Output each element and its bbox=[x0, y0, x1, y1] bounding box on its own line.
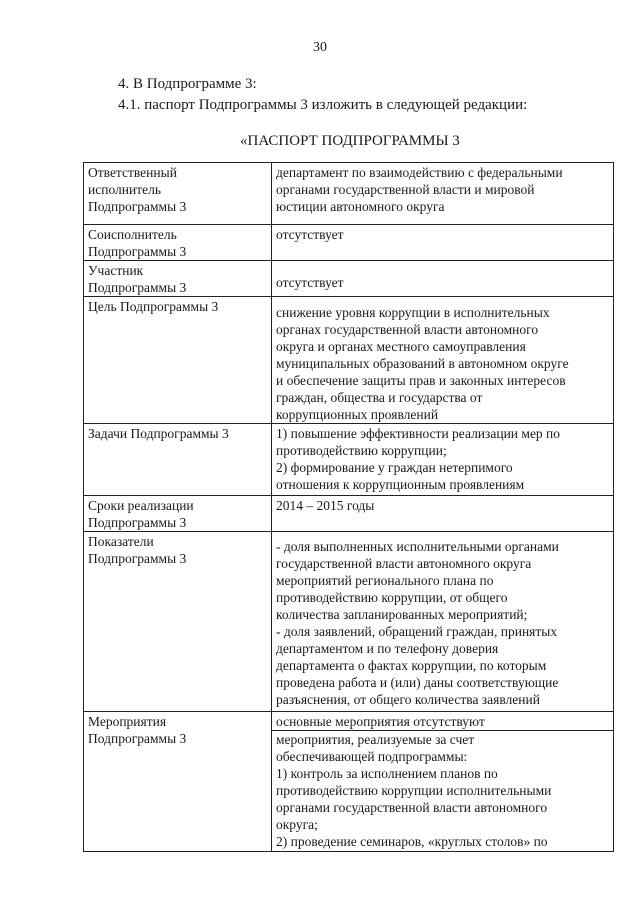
value-line: мероприятий регионального плана по bbox=[276, 573, 494, 588]
value-line: обеспечивающей подпрограммы: bbox=[276, 749, 468, 764]
value-line: 1) повышение эффективности реализации мер по bbox=[276, 426, 561, 441]
label-line: Сроки реализации bbox=[88, 498, 194, 513]
value-line: противодействию коррупции, от общего bbox=[276, 590, 508, 605]
row-value bbox=[272, 496, 614, 532]
value-line: органами государственной власти автономного bbox=[276, 800, 548, 815]
row-value bbox=[272, 712, 614, 852]
value-line: отсутствует bbox=[276, 275, 344, 290]
value-line: департамент по взаимодействию с федеральными bbox=[276, 165, 563, 180]
value-line: департамента о фактах коррупции, по которым bbox=[276, 658, 547, 673]
row-value bbox=[272, 261, 614, 297]
row-label bbox=[84, 261, 272, 297]
value-line: муниципальных образований в автономном округе bbox=[276, 356, 569, 371]
label-line: Задачи Подпрограммы 3 bbox=[88, 426, 229, 441]
row-label bbox=[84, 496, 272, 532]
value-line: 2) формирование у граждан нетерпимого bbox=[276, 460, 513, 475]
value-line: разъяснения, от общего количества заявлений bbox=[276, 692, 540, 707]
row-label bbox=[84, 424, 272, 496]
table-row-indicators bbox=[84, 532, 614, 712]
table-row-goal bbox=[84, 297, 614, 424]
table-row-co-executor bbox=[84, 225, 614, 261]
value-line: 2) проведение семинаров, «круглых столов» по bbox=[276, 834, 548, 849]
intro-item-4-1: 4.1. паспорт Подпрограммы 3 изложить в следующей редакции: bbox=[118, 97, 528, 113]
label-line: Подпрограммы 3 bbox=[88, 731, 187, 746]
intro-item-4: 4. В Подпрограмме 3: bbox=[118, 76, 257, 92]
value-line: коррупционных проявлений bbox=[276, 407, 439, 422]
table-row-timeline bbox=[84, 496, 614, 532]
label-line: Подпрограммы 3 bbox=[88, 280, 187, 295]
value-line: граждан, общества и государства от bbox=[276, 390, 483, 405]
row-value bbox=[272, 297, 614, 424]
passport-table bbox=[83, 162, 614, 852]
label-line: Мероприятия bbox=[88, 714, 167, 729]
label-line: Подпрограммы 3 bbox=[88, 515, 187, 530]
value-line: юстиции автономного округа bbox=[276, 199, 445, 214]
table-row-responsible-executor bbox=[84, 163, 614, 225]
value-line: противодействию коррупции исполнительными bbox=[276, 783, 552, 798]
row-value bbox=[272, 532, 614, 712]
value-line: государственной власти автономного округа bbox=[276, 556, 532, 571]
label-line: Подпрограммы 3 bbox=[88, 199, 187, 214]
value-line: мероприятия, реализуемые за счет bbox=[276, 732, 475, 747]
label-line: исполнитель bbox=[88, 182, 161, 197]
value-line: органах государственной власти автономного bbox=[276, 322, 539, 337]
value-line-main-activities: основные мероприятия отсутствуют bbox=[272, 713, 613, 731]
page-number: 30 bbox=[313, 40, 327, 55]
table-row-tasks bbox=[84, 424, 614, 496]
value-line: отсутствует bbox=[276, 227, 344, 242]
row-value bbox=[272, 225, 614, 261]
value-line: органами государственной власти и мировой bbox=[276, 182, 535, 197]
label-line: Цель Подпрограммы 3 bbox=[88, 299, 219, 314]
row-label bbox=[84, 163, 272, 225]
row-label bbox=[84, 712, 272, 852]
row-value bbox=[272, 163, 614, 225]
label-line: Подпрограммы 3 bbox=[88, 551, 187, 566]
row-label bbox=[84, 225, 272, 261]
value-line: снижение уровня коррупции в исполнительных bbox=[276, 305, 550, 320]
value-line: и обеспечение защиты прав и законных интересов bbox=[276, 373, 566, 388]
label-line: Ответственный bbox=[88, 165, 177, 180]
value-line: количества запланированных мероприятий; bbox=[276, 607, 528, 622]
value-line: округа; bbox=[276, 817, 318, 832]
value-line: округа и органах местного самоуправления bbox=[276, 339, 526, 354]
label-line: Участник bbox=[88, 263, 144, 278]
table-row-activities bbox=[84, 712, 614, 852]
value-line: департаментом и по телефону доверия bbox=[276, 641, 499, 656]
label-line: Показатели bbox=[88, 534, 154, 549]
value-line: противодействию коррупции; bbox=[276, 443, 447, 458]
label-line: Соисполнитель bbox=[88, 227, 177, 242]
table-row-participant bbox=[84, 261, 614, 297]
row-value bbox=[272, 424, 614, 496]
row-label bbox=[84, 532, 272, 712]
value-line: 1) контроль за исполнением планов по bbox=[276, 766, 498, 781]
passport-title: «ПАСПОРТ ПОДПРОГРАММЫ 3 bbox=[240, 133, 460, 149]
row-label bbox=[84, 297, 272, 424]
value-line: проведена работа и (или) даны соответствующие bbox=[276, 675, 559, 690]
value-line: отношения к коррупционным проявлениям bbox=[276, 477, 525, 492]
value-line: 2014 – 2015 годы bbox=[276, 498, 375, 513]
label-line: Подпрограммы 3 bbox=[88, 244, 187, 259]
value-line: - доля выполненных исполнительными органами bbox=[276, 539, 559, 554]
value-line: - доля заявлений, обращений граждан, принятых bbox=[276, 624, 558, 639]
